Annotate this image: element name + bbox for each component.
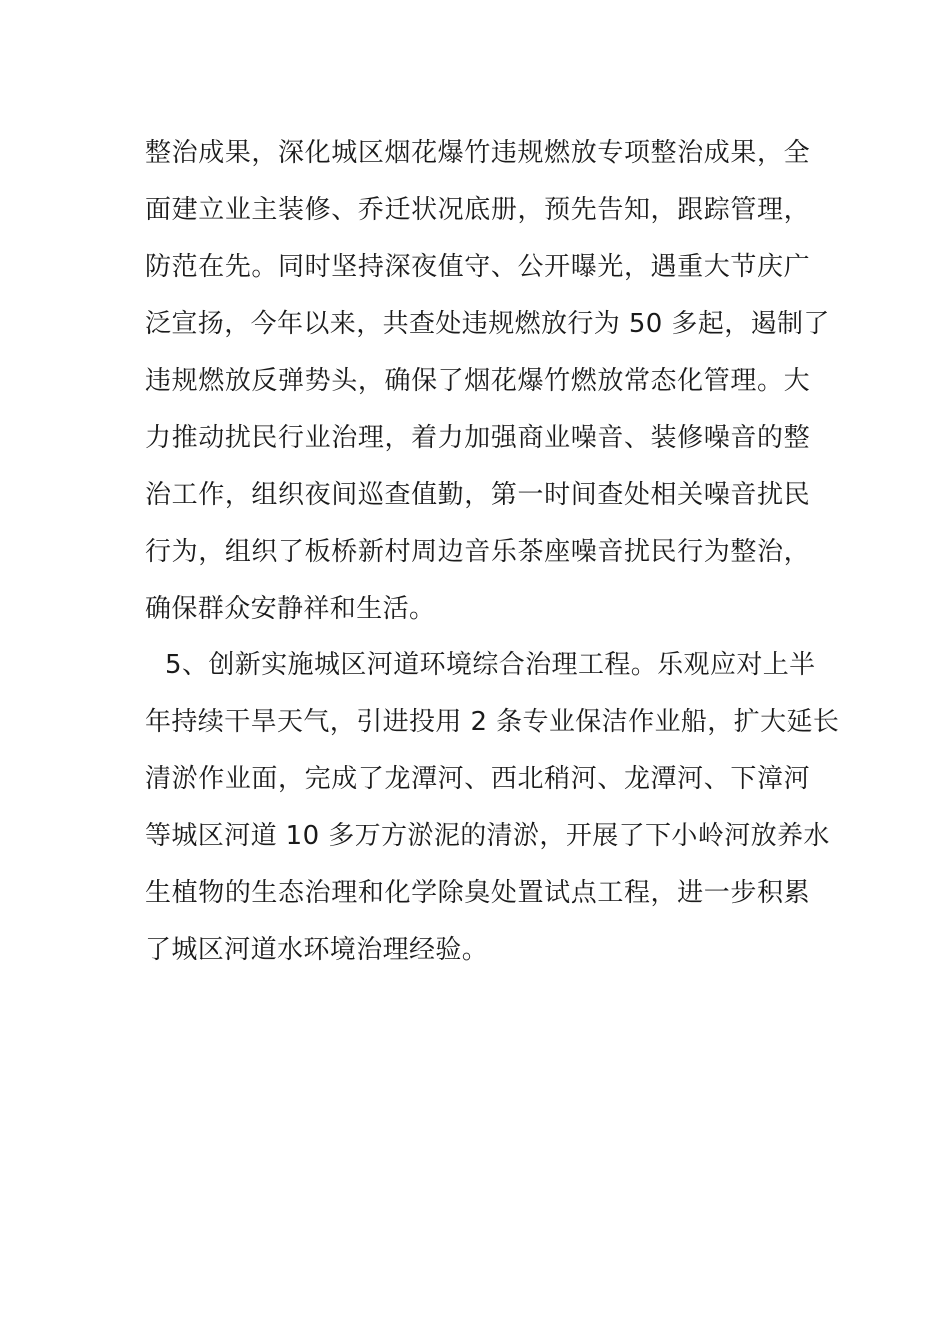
text-line: 生植物的生态治理和化学除臭处置试点工程，进一步积累 [145,878,810,908]
text-line: 行为，组织了板桥新村周边音乐茶座噪音扰民行为整治， [145,537,810,567]
text-line: 整治成果，深化城区烟花爆竹违规燃放专项整治成果，全 [145,138,810,168]
text-line: 防范在先。同时坚持深夜值守、公开曝光，遇重大节庆广 [145,252,810,282]
text-line: 了城区河道水环境治理经验。 [145,935,489,965]
text-line: 力推动扰民行业治理，着力加强商业噪音、装修噪音的整 [145,423,810,453]
text-line: 5、创新实施城区河道环境综合治理工程。乐观应对上半 [165,650,816,680]
text-line: 泛宣扬，今年以来，共查处违规燃放行为 50 多起，遏制了 [145,309,830,339]
text-line: 面建立业主装修、乔迁状况底册，预先告知，跟踪管理， [145,195,810,225]
text-line: 违规燃放反弹势头，确保了烟花爆竹燃放常态化管理。大 [145,366,810,396]
paragraph-2 [145,637,840,979]
text-line: 等城区河道 10 多万方淤泥的清淤，开展了下小岭河放养水 [145,821,830,851]
text-line: 年持续干旱天气，引进投用 2 条专业保洁作业船，扩大延长 [145,707,840,737]
paragraph-1 [145,125,830,638]
text-line: 确保群众安静祥和生活。 [145,594,436,624]
text-line: 清淤作业面，完成了龙潭河、西北稍河、龙潭河、下漳河 [145,764,810,794]
text-line: 治工作，组织夜间巡查值勤，第一时间查处相关噪音扰民 [145,480,810,510]
